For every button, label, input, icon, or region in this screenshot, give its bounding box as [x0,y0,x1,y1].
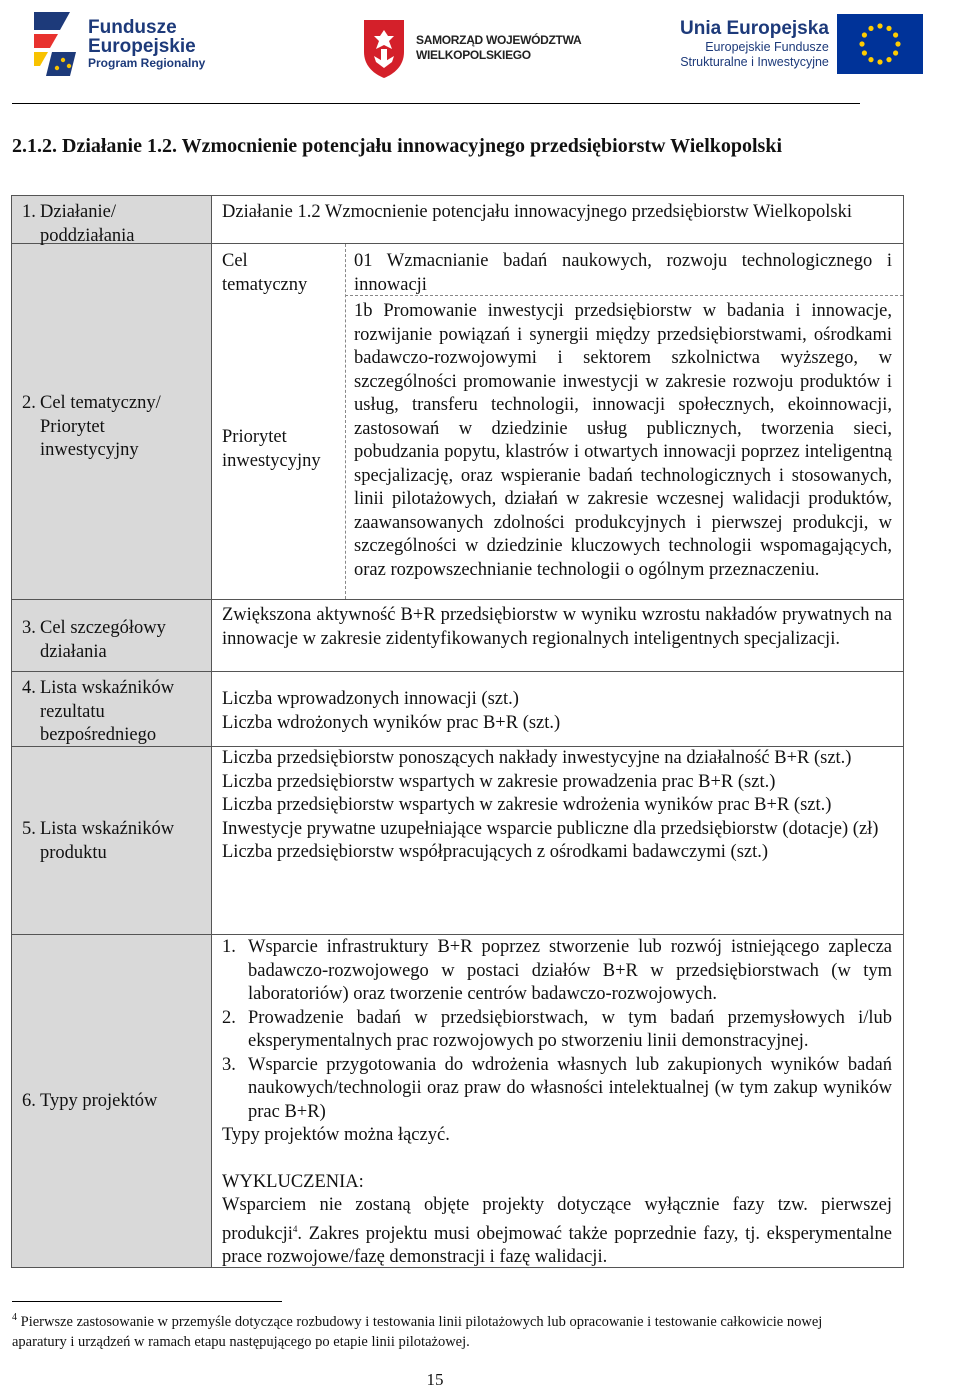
row-divider [12,671,903,672]
product-indicator-item: Liczba przedsiębiorstw ponoszących nakłady inwestycyjne na działalność B+R (szt.) [222,748,852,768]
action-name: Działanie 1.2 Wzmocnienie potencjału innowacyjnego przedsiębiorstw Wielkopolski [222,202,852,222]
wielkopolska-eagle-crest-icon [360,16,408,80]
exclusions-title: WYKLUCZENIA: [222,1171,364,1192]
product-indicator-item: Liczba przedsiębiorstw współpracujących z ośrodkami badawczymi (szt.) [222,842,769,862]
priorytet-value: 1b Promowanie inwestycji przedsiębiorstw w badania i innowacje, rozwijanie powiązań i synergii między przedsiębiorstwami, ośrodkami badawczo-rozwojowymi i sektorem szkolnictwa wyższego, w szczególności promowanie inwestycji w zakresie rozwoju produktów i usług, transferu technologii, innowacji społecznych, ekoinnowacji, zastosowań w dziedzinie usług publicznych, tworzenia sieci, pobudzania popytu, klastrów i otwartych innowacji poprzez inteligentną specjalizację, oraz wspieranie badań technologicznych i stosowanych, linii pilotażowych, działań w zakresie wczesnej walidacji produktów, zaawansowanych zdolności produkcyjnych i pierwszej produkcji, w szczególności w dziedzinie kluczowych technologii wspomagających, oraz rozpowszechnianie technologii o ogólnym przeznaczeniu. [354,301,892,580]
ue-logo-line1: Unia Europejska [680,18,829,39]
fe-logo-line2: Europejskie [88,35,196,57]
action-description-table [11,195,904,1268]
product-indicator-item: Inwestycje prywatne uzupełniające wsparcie publiczne dla przedsiębiorstw (dotacje) (zł) [222,818,879,839]
ue-logo-line2: Europejskie Fundusze [705,40,829,54]
project-type-item: 1. Wsparcie infrastruktury B+R poprzez stworzenie lub rozwój istniejącego zaplecza badawczo-rozwojowego w postaci działów B+R w przedsiębiorstwach (w tym laboratoriów) oraz tworzenie centrów badawczo-rozwojowych. [222,937,892,1004]
fe-emblem-icon [30,8,80,80]
row-label-wskazniki-produktu: 5. Lista wskaźników produktu [22,819,175,863]
fe-logo-line3: Program Regionalny [88,55,206,70]
wlkp-logo-line2: WIELKOPOLSKIEGO [416,48,531,62]
footnote-ref[interactable]: 4 [292,1223,298,1234]
product-indicator-item: Liczba przedsiębiorstw wspartych w zakresie prowadzenia prac B+R (szt.) [222,771,776,792]
wlkp-logo-line1: SAMORZĄD WOJEWÓDZTWA [416,33,582,47]
exclusions-text: Wsparciem nie zostaną objęte projekty dotyczące wyłącznie fazy tzw. pierwszej produkcji$^4$. Zakres projektu musi obejmować także poprzednie fazy, tj. eksperymentalne prace rozwojowe/fazę demonstracji i fazę walidacji. [222,1195,892,1268]
row-label-cel-szczegolowy: 3. Cel szczegółowy działania [22,618,166,662]
product-indicator-item: Liczba przedsiębiorstw wspartych w zakresie wdrożenia wyników prac B+R (szt.) [222,795,832,815]
fundusze-europejskie-logo [30,8,205,80]
result-indicators-list [222,688,892,735]
row-label-dzialanie: 1. Działanie/ poddziałania [22,202,135,246]
header-divider [12,103,860,104]
page-number: 15 [426,1370,444,1389]
row-label-typy-projektow: 6. Typy projektów [22,1091,158,1111]
row-divider [12,934,903,935]
unia-europejska-logo [680,14,923,74]
row-label-wskazniki-rezultatu: 4. Lista wskaźników rezultatu bezpośredniego [22,678,175,745]
row-label-cel-tematyczny: 2. Cel tematyczny/ Priorytet inwestycyjny [22,393,161,460]
row-divider [12,599,903,600]
priorytet-label: Priorytet inwestycyjny [222,427,321,471]
footnote [12,1308,872,1352]
footnote-text: Pierwsze zastosowanie w przemyśle dotyczące rozbudowy i testowania linii pilotażowych lub opracowanie i testowanie całkowicie nowej aparatury i urządzeń w ramach etapu następującego po etapie linii pilotażowej. [12,1313,823,1350]
inner-dotted-divider [345,244,346,599]
footnote-number: 4 [12,1312,17,1323]
page-header [0,0,960,104]
cel-tematyczny-value: 01 Wzmacnianie badań naukowych, rozwoju technologicznego i innowacji [354,251,892,295]
cel-szczegolowy-text: Zwiększona aktywność B+R przedsiębiorstw w wyniku wzrostu nakładów prywatnych na innowacje w zakresie zidentyfikowanych regionalnych inteligentnych specjalizacji. [222,605,892,649]
footnote-divider [12,1301,282,1302]
fe-logo-line1: Fundusze [88,16,177,38]
project-type-item: 2. Prowadzenie badań w przedsiębiorstwach, w tym badań przemysłowych i/lub eksperymentalnych prac rozwojowych po stworzeniu linii demonstracyjnej. [222,1007,892,1051]
cel-tematyczny-label: Cel tematyczny [222,251,308,295]
product-indicators-list [222,747,892,865]
project-type-item: 3. Wsparcie przygotowania do wdrożenia własnych lub zakupionych wyników badań naukowych/technologii oraz praw do własności intelektualnej (w tym zakup wyników prac B+R) [222,1054,892,1122]
result-indicator-item: Liczba wdrożonych wyników prac B+R (szt.) [222,712,561,733]
section-title: 2.1.2. Działanie 1.2. Wzmocnienie potencjału innowacyjnego przedsiębiorstw Wielkopolski [12,135,783,157]
project-types-list [222,936,892,1124]
combine-note: Typy projektów można łączyć. [222,1125,450,1145]
ue-logo-line3: Strukturalne i Inwestycyjne [680,55,829,69]
row-divider [211,243,903,244]
samorzad-wielkopolska-logo [360,16,581,80]
eu-flag-icon [837,14,923,74]
result-indicator-item: Liczba wprowadzonych innowacji (szt.) [222,689,519,709]
project-types-cell [222,936,892,1270]
